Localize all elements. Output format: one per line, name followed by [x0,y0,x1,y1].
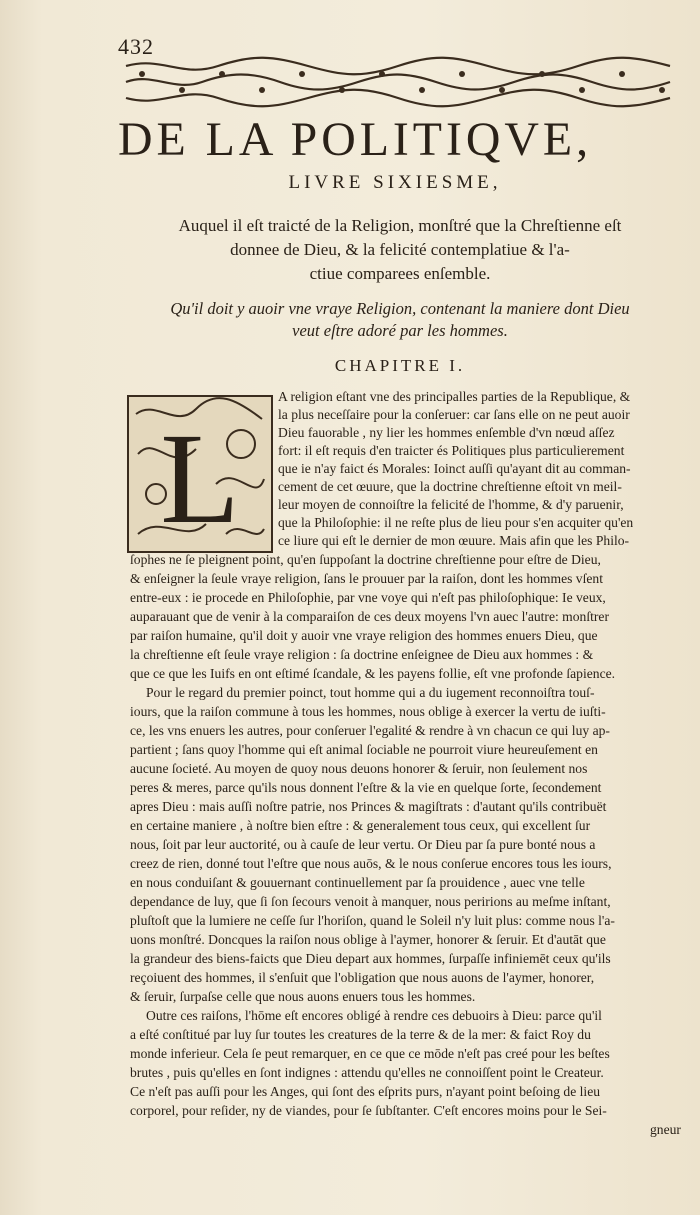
body-line: apres Dieu : mais auſſi noſtre patrie, nos Princes & magiſtrats : d'autant qu'ils contribuët [130,799,607,814]
summary-line: Auquel il eſt traicté de la Religion, monſtré que la Chreſtienne eſt [178,216,622,235]
body-line: a eſté conſtitué par luy ſur toutes les creatures de la terre & de la mer: & faict Roy du [130,1027,591,1042]
body-line: dependance de luy, que ſi ſon ſecours venoit à manquer, nous peririons au meſme inſtant, [130,894,611,909]
body-line: auparauant que de venir à la comparaiſon de ces deux moyens l'vn auec l'autre: monſtrer [130,609,609,624]
body-line: creez de rien, donné tout l'eſtre que nous auōs, & le nous conſerue encores tous les iours, [130,856,612,871]
body-line: Ce n'eſt pas auſſi pour les Anges, qui ſont des eſprits purs, n'ayant point beſoing de lieu [130,1084,601,1099]
body-line: peres & meres, parce qu'ils nous donnent l'eſtre & la vie en quelque ſorte, ſecondement [130,780,602,795]
body-line: pluſtoſt que la lumiere ne ceſſe ſur l'horiſon, quand le Soleil n'y luit plus: comme nous l'a- [130,913,615,928]
catchword: gneur [650,1122,681,1137]
decorated-drop-cap [126,394,274,554]
body-line: & ſeruir, ſurpaſse celle que nous auons enuers tous les hommes. [130,989,476,1004]
body-line: en nous conduiſant & gouuernant continuellement par ſa prouidence , auec vne telle [130,875,585,890]
body-line: Pour le regard du premier poinct, tout homme qui a du iugement reconnoiſtra touſ- [146,685,595,700]
body-line: ſophes ne ſe pleignent point, qu'en ſuppoſant la doctrine chreſtienne pour eſtre de Dieu, [130,552,601,567]
summary-line: donnee de Dieu, & la felicité contemplatiue & l'a- [230,240,570,259]
chapter-heading: CHAPITRE I. [334,356,466,375]
subtitle-line: Qu'il doit y auoir vne vraye Religion, contenant la maniere dont Dieu [170,299,630,318]
main-title: DE LA POLITIQVE, [118,113,593,166]
body-line: Dieu fauorable , ny lier les hommes enſemble d'vn nœud aſſez [278,425,615,440]
body-line: & enſeigner la ſeule vraye religion, ſans le prouuer par la raiſon, dont les hommes vſent [130,571,603,586]
body-line: que ie n'ay faict és Morales: Ioinct auſſi qu'ayant dit au comman- [278,461,631,476]
body-line: la plus neceſſaire pour la conſeruer: car ſans elle on ne peut auoir [278,407,630,422]
ornamental-header-band [122,56,674,108]
body-line: entre-eux : ie procede en Philoſophie, par vne voye qui n'eſt pas philoſophique: Ie veux, [130,590,606,605]
body-line: en certaine maniere , à noſtre bien eſtre : & generalement tous ceux, qui excellent ſur [130,818,591,833]
body-line: corporel, pour reſider, ny de viandes, pour ſe ſubſtanter. C'eſt encores moins pour le Sei- [130,1103,607,1118]
body-line: la chreſtienne eſt ſeule vraye religion : ſa doctrine enſeignee de Dieu aux hommes : & [130,647,594,662]
body-line: que la Philoſophie: il ne reſte plus de lieu pour s'en acquiter qu'en [278,515,634,530]
chapter-subtitle [150,298,650,342]
body-line: brutes , puis qu'elles en ſont indignes : attendu qu'elles ne connoiſſent point le Createur. [130,1065,604,1080]
body-line: que ce que les Iuifs en ont eſtimé ſcandale, & les payens follie, eſt vne profonde ſapience. [130,666,616,681]
body-line: reçoiuent des hommes, il s'enſuit que l'obligation que nous auons de l'aymer, honorer, [130,970,595,985]
body-line: ce liure qui eſt le dernier de mon œuure. Mais afin que les Philo- [278,533,630,548]
body-line: A religion eſtant vne des principalles parties de la Republique, & [278,389,631,404]
book-summary [150,214,650,286]
body-line: partient ; ſans quoy l'homme qui eſt animal ſociable ne pourroit viure heureuſement en [130,742,598,757]
body-line: leur moyen de connoiſtre la felicité de l'homme, & d'y paruenir, [278,497,624,512]
body-line: monde inferieur. Cela ſe peut remarquer, en ce que ce mōde n'eſt pas creé pour les beſtes [130,1046,610,1061]
body-line: iours, que la raiſon commune à tous les hommes, nous oblige à exercer la vertu de iuſti- [130,704,606,719]
drop-cap-letter: L [160,407,240,551]
body-line: fort: il eſt requis d'en traicter és Politiques plus particulierement [278,443,625,458]
body-line: cement de cet œuure, que la doctrine chreſtienne eſtoit vn meil- [278,479,622,494]
body-line: ce, les vns enuers les autres, pour conſeruer l'egalité & rendre à vn chacun ce qui luy ap- [130,723,610,738]
summary-line: ctiue comparees enſemble. [309,264,491,283]
subtitle-line: veut eſtre adoré par les hommes. [292,321,508,340]
body-line: Outre ces raiſons, l'hōme eſt encores obligé à rendre ces debuoirs à Dieu: parce qu'il [146,1008,602,1023]
body-line: par raiſon humaine, qu'il doit y auoir vne vraye religion des hommes enuers Dieu, que [130,628,598,643]
body-line: uons monſtré. Doncques la raiſon nous oblige à l'aymer, honorer & ſeruir. Et d'autāt que [130,932,606,947]
body-line: nous, ſoit par leur auctorité, ou à cauſe de leur vertu. Or Dieu par ſa pure bonté nous a [130,837,596,852]
book-title: LIVRE SIXIESME, [288,172,502,193]
page-number: 432 [118,34,154,59]
body-line: aucune ſocieté. Au moyen de quoy nous deuons honorer & ſeruir, non ſeulement nos [130,761,588,776]
body-line: la grandeur des biens-faicts que Dieu depart aux hommes, ſurpaſſe infiniemēt ceux qu'ils [130,951,611,966]
